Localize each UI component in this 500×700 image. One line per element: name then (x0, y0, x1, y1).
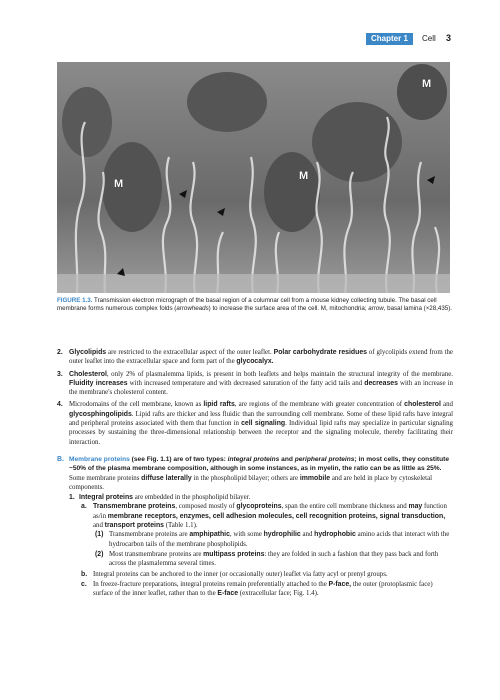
list-item: a. Transmembrane proteins, composed mostly of glycoproteins, span the entire cell membrane thickness and may function as/in membrane receptors, enzymes, cell adhesion molecules, cell recognition proteins, signal transduction, and transport proteins (Table 1.1). (1) Transmembrane proteins are amphipathic, with some hydrophilic and hydrophobic amino acids that interact with the hydrocarbon tails of the membrane phospholipids. (2) Most transmembrane proteins are multipass proteins: they are folded in such a fashion that they pass back and forth across the plasmalemma several times. (81, 502, 453, 568)
page-header (0, 30, 500, 48)
mitochondria-label: M (422, 78, 432, 90)
list-item: 1. Integral proteins are embedded in the phospholipid bilayer. a. Transmembrane proteins, composed mostly of glycoproteins, span the entire cell membrane thickness and may function as/in membrane receptors, enzymes, cell adhesion molecules, cell recognition proteins, signal transduction, and transport proteins (Table 1.1). (1) Transmembrane proteins are amphipathic, with some hydrophilic and hydrophobic amino acids that interact with the hydrocarbon tails of the membrane phospholipids. (2) Most transmembrane proteins are multipass proteins: they are folded in such a fashion that they pass back and forth across the plasmalemma several times. b. Integral proteins can be anchored to the inner (or occasionally outer) leaflet via fatty acyl or prenyl groups. c. In freeze-fracture preparations, integral proteins remain preferentially attached to the P-face, the outer (protoplasmic face) surface of the inner leaflet, rather than to the E-face (extracellular face; Fig. 1.4). (69, 493, 453, 598)
list-item: b. Integral proteins can be anchored to the inner (or occasionally outer) leaflet via fatty acyl or prenyl groups. (81, 570, 388, 578)
body-text (57, 348, 453, 599)
section-title: Membrane proteins (69, 455, 130, 463)
chapter-name: Cell (422, 34, 436, 43)
section-membrane-proteins: B. Membrane proteins (see Fig. 1.1) are of two types: integral proteins and peripheral proteins; in most cells, they constitute ~50% of the plasma membrane composition, although in some instances, as in myelin, the ratio can be as little as 25%. Some membrane proteins diffuse laterally in the phospholipid bilayer; others are immobile and are held in place by cytoskeletal components. 1. Integral proteins are embedded in the phospholipid bilayer. a. Transmembrane proteins, composed mostly of glycoproteins, span the entire cell membrane thickness and may function as/in membrane receptors, enzymes, cell adhesion molecules, cell recognition proteins, signal transduction, and transport proteins (Table 1.1). (1) Transmembrane proteins are amphipathic, with some hydrophilic and hydrophobic amino acids that interact with the hydrocarbon tails of the membrane phospholipids. (2) Most transmembrane proteins are multipass proteins: they are folded in such a fashion that they pass back and forth across the plasmalemma several times. b. Integral proteins can be anchored to the inner (or occasionally outer) leaflet via fatty acyl or prenyl groups. c. In freeze-fracture preparations, integral proteins remain preferentially attached to the P-face, the outer (protoplasmic face) surface of the inner leaflet, rather than to the E-face (extracellular face; Fig. 1.4). (57, 455, 453, 598)
mitochondria-label: M (114, 178, 124, 190)
figure-caption: FIGURE 1.3. Transmission electron micrograph of the basal region of a columnar cell from a mouse kidney collecting tubule. The basal cell membrane forms numerous complex folds (arrowheads) to increase the surface area of the cell. M, mitochondria; arrow, basal lamina (×28,435). (57, 297, 453, 313)
lipid-list (57, 348, 453, 447)
mitochondria-label: M (299, 170, 309, 182)
list-item: 2. Glycolipids are restricted to the extracellular aspect of the outer leaflet. Polar carbohydrate residues of glycolipids extend from the outer leaflet into the extracellular space and form part of the glycocalyx. (57, 349, 453, 366)
list-item: c. In freeze-fracture preparations, integral proteins remain preferentially attached to the P-face, the outer (protoplasmic face) surface of the inner leaflet, rather than to the E-face (extracellular face; Fig. 1.4). (81, 580, 433, 598)
list-item: (1) Transmembrane proteins are amphipathic, with some hydrophilic and hydrophobic amino acids that interact with the hydrocarbon tails of the membrane phospholipids. (95, 531, 450, 548)
page-number: 3 (446, 33, 452, 43)
chapter-tag: Chapter 1 (366, 33, 413, 45)
list-item: 4. Microdomains of the cell membrane, known as lipid rafts, are regions of the membrane with greater concentration of cholesterol and glycosphingolipids. Lipid rafts are thicker and less fluidic than the surrounding cell membrane. Some of these lipid rafts have integral and peripheral proteins associated with them that function in cell signaling. Individual lipid rafts may specialize in particular signaling processes by sustaining the three-dimensional relationship between the receptor and the signaling molecule, thereby facilitating their interaction. (57, 401, 453, 446)
electron-micrograph (57, 62, 450, 293)
list-item: 3. Cholesterol, only 2% of plasmalemma lipids, is present in both leaflets and helps maintain the structural integrity of the membrane. Fluidity increases with increased temperature and with decreased saturation of the fatty acid tails and decreases with an increase in the membrane's cholesterol content. (57, 370, 453, 397)
section-letter: B. (57, 455, 64, 463)
caption-label: FIGURE 1.3. (57, 297, 93, 304)
list-item: (2) Most transmembrane proteins are multipass proteins: they are folded in such a fashion that they pass back and forth across the plasmalemma several times. (95, 550, 439, 568)
integral-proteins-list (69, 493, 453, 598)
